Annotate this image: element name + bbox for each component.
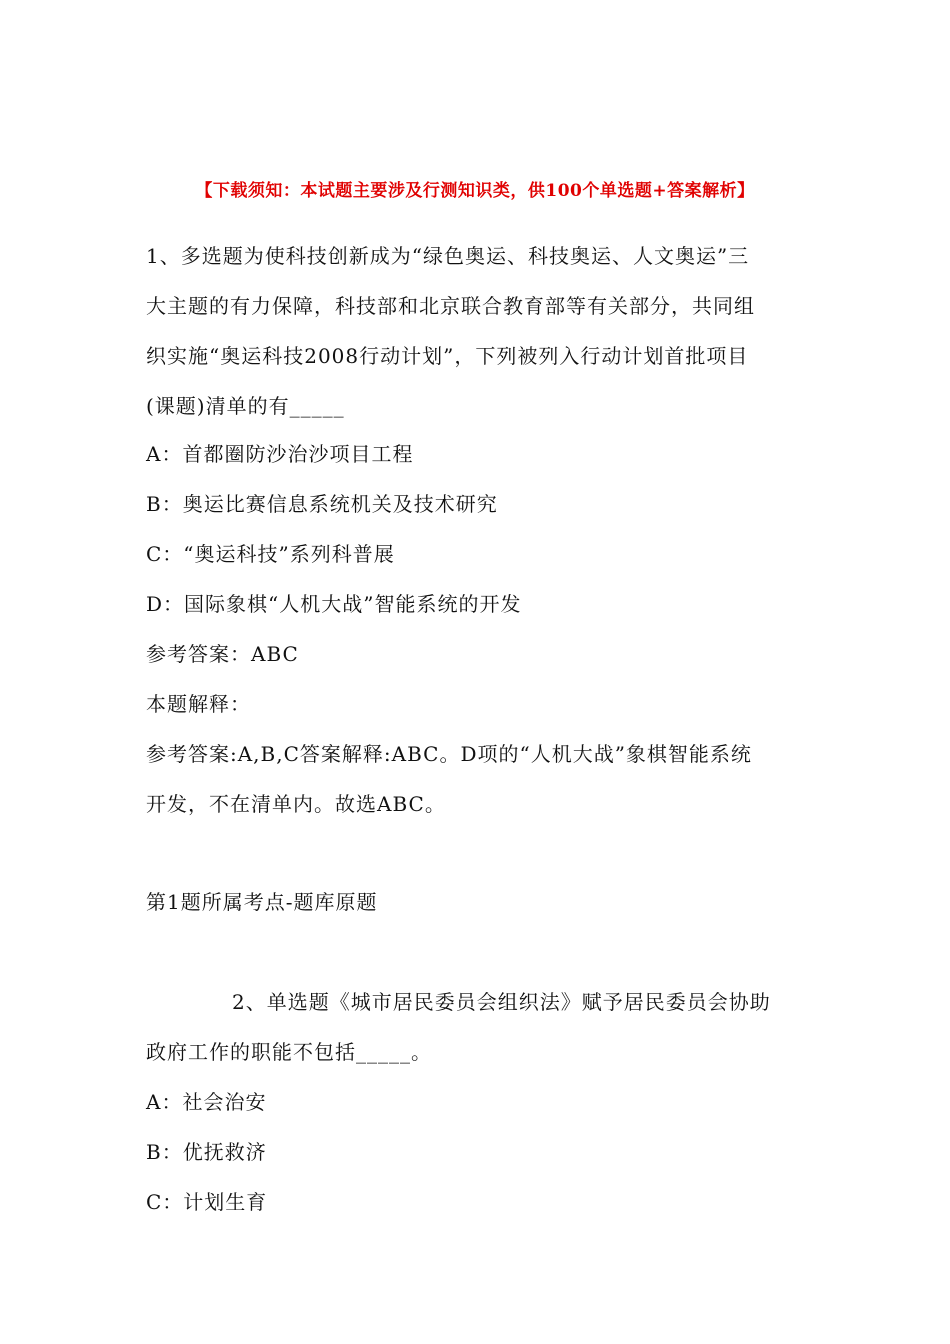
download-notice: 【下载须知：本试题主要涉及行测知识类，供100个单选题+答案解析】 (195, 181, 755, 201)
q2-stem-line-1: 2、单选题《城市居民委员会组织法》赋予居民委员会协助 (232, 990, 771, 1014)
q1-topic: 第1题所属考点-题库原题 (146, 890, 378, 914)
q1-stem-line-3: 织实施“奥运科技2008行动计划”，下列被列入行动计划首批项目 (146, 344, 749, 368)
q1-option-a: A：首都圈防沙治沙项目工程 (146, 442, 414, 466)
q1-option-d: D：国际象棋“人机大战”智能系统的开发 (146, 592, 522, 616)
q1-option-c: C：“奥运科技”系列科普展 (146, 542, 395, 566)
q1-stem-line-1: 1、多选题为使科技创新成为“绿色奥运、科技奥运、人文奥运”三 (146, 244, 750, 268)
q2-option-b: B：优抚救济 (146, 1140, 267, 1164)
q2-option-a: A：社会治安 (146, 1090, 267, 1114)
q1-answer: 参考答案：ABC (146, 642, 299, 666)
q1-explain-title: 本题解释： (146, 692, 251, 716)
q2-option-c: C：计划生育 (146, 1190, 268, 1214)
q1-stem-line-2: 大主题的有力保障，科技部和北京联合教育部等有关部分，共同组 (146, 294, 755, 318)
q1-explain-line-1: 参考答案:A,B,C答案解释:ABC。D项的“人机大战”象棋智能系统 (146, 742, 752, 766)
q2-stem-line-2: 政府工作的职能不包括_____。 (146, 1040, 432, 1064)
q1-stem-line-4: (课题)清单的有_____ (146, 394, 345, 418)
q1-option-b: B：奥运比赛信息系统机关及技术研究 (146, 492, 498, 516)
q1-explain-line-2: 开发，不在清单内。故选ABC。 (146, 792, 446, 816)
